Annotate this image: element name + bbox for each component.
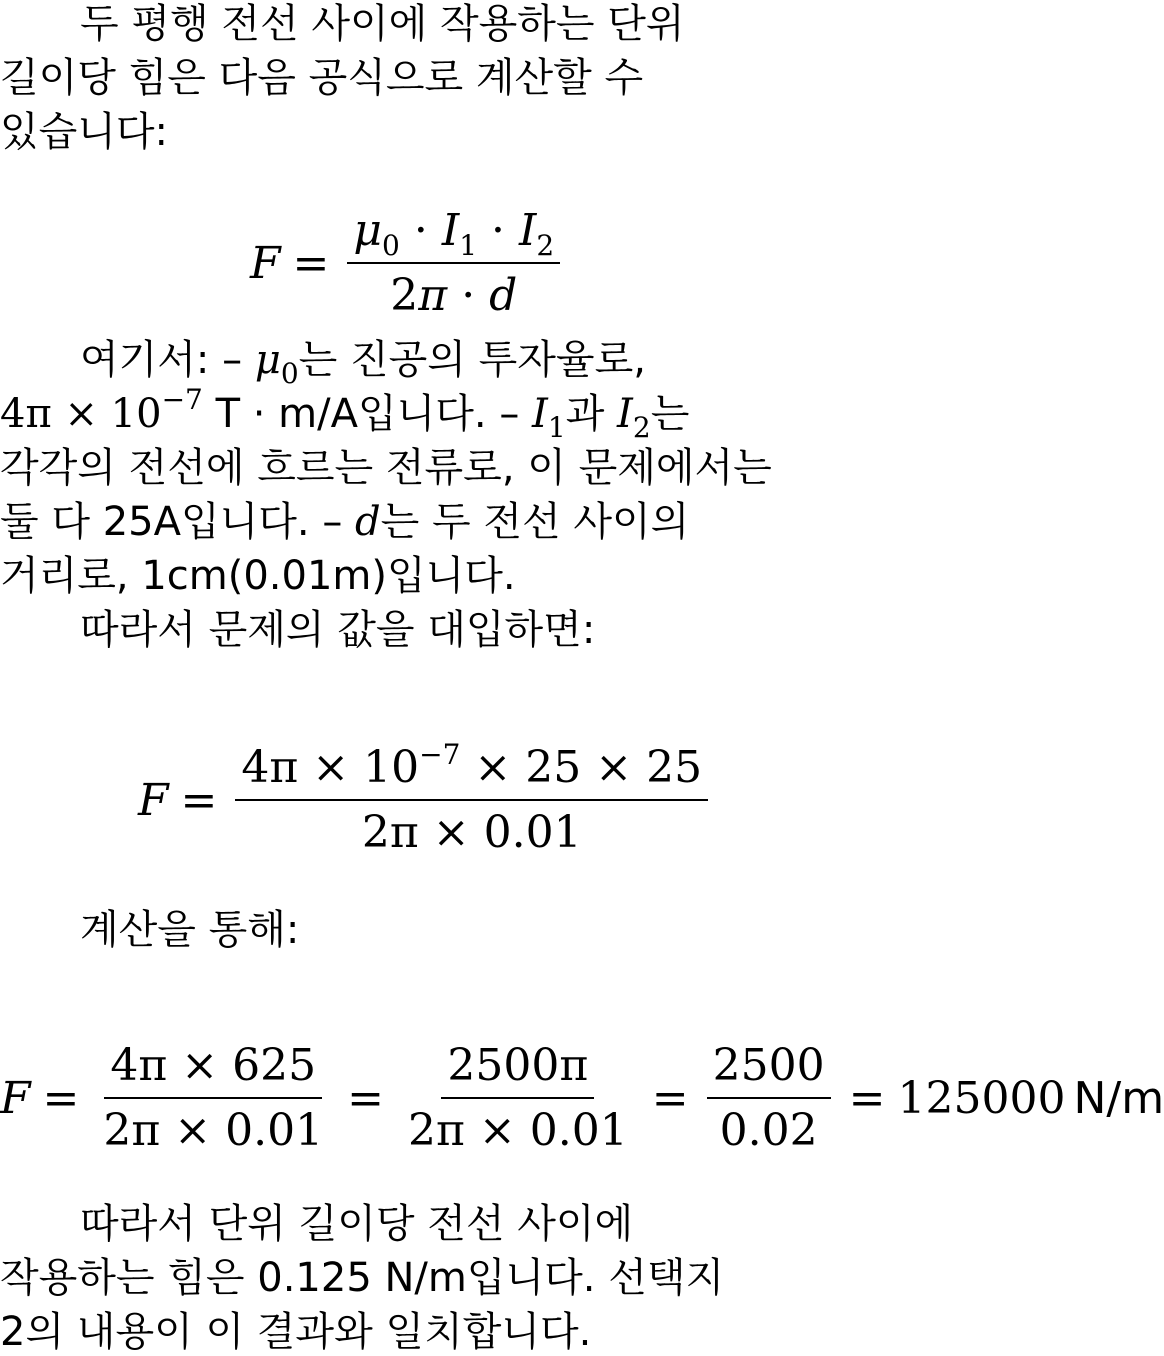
- conclusion-line-1: 따라서 단위 길이당 전선 사이에: [80, 1201, 634, 1247]
- intro-line-3: 있습니다:: [0, 109, 169, 155]
- intro-line-2: 길이당 힘은 다음 공식으로 계산할 수: [0, 55, 644, 101]
- definition-line-2: $4\pi \times 10^{-7}$ T · m/A입니다. – $I_1$과 $I_2$는: [0, 383, 690, 444]
- intro-line-1: 두 평행 전선 사이에 작용하는 단위: [80, 1, 685, 47]
- formula-denominator: 2π · d: [390, 270, 518, 321]
- calculation-chain: F = $\frac{4\pi \times 625}{2\pi \times 0.01}$ = $\frac{2500\pi}{2\pi \times 0.01}$ = $\frac{2500}{0.02}$ = 125000 N/m: [0, 1040, 1164, 1156]
- substituted-fraction: $\frac{4\pi \times 10^{-7} \times 25 \times 25}{2\pi \times 0.01}$: [235, 742, 708, 858]
- step-fraction-1: $\frac{4\pi \times 625}{2\pi \times 0.01}$: [103, 1040, 324, 1156]
- conclusion-line-2: 작용하는 힘은 0.125 N/m입니다. 선택지: [0, 1255, 725, 1301]
- definition-line-3: 각각의 전선에 흐르는 전류로, 이 문제에서는: [0, 445, 772, 491]
- step-fraction-2: $\frac{2500\pi}{2\pi \times 0.01}$: [408, 1040, 628, 1156]
- result-unit: N/m: [1073, 1072, 1164, 1124]
- formula-numerator: $\mu_0 \cdot I_1 \cdot I_2$: [347, 205, 560, 264]
- force-symbol: F: [250, 237, 281, 289]
- formula-fraction: [347, 205, 560, 321]
- definition-line-4: 둘 다 25A입니다. – d는 두 전선 사이의: [0, 499, 690, 545]
- substituted-formula: F = $\frac{4\pi \times 10^{-7} \times 25 \times 25}{2\pi \times 0.01}$: [138, 742, 714, 858]
- force-formula: [250, 205, 566, 321]
- definition-line-1: 여기서: – $\mu_0$는 진공의 투자율로,: [80, 337, 646, 390]
- equals-sign: =: [292, 237, 330, 289]
- substitution-intro: 따라서 문제의 값을 대입하면:: [80, 607, 596, 653]
- definition-line-5: 거리로, 1cm(0.01m)입니다.: [0, 553, 516, 599]
- result-value: 125000: [897, 1072, 1066, 1124]
- step-fraction-3: $\frac{2500}{0.02}$: [707, 1040, 831, 1156]
- calculation-intro: 계산을 통해:: [80, 907, 300, 953]
- conclusion-line-3: 2의 내용이 이 결과와 일치합니다.: [0, 1309, 592, 1355]
